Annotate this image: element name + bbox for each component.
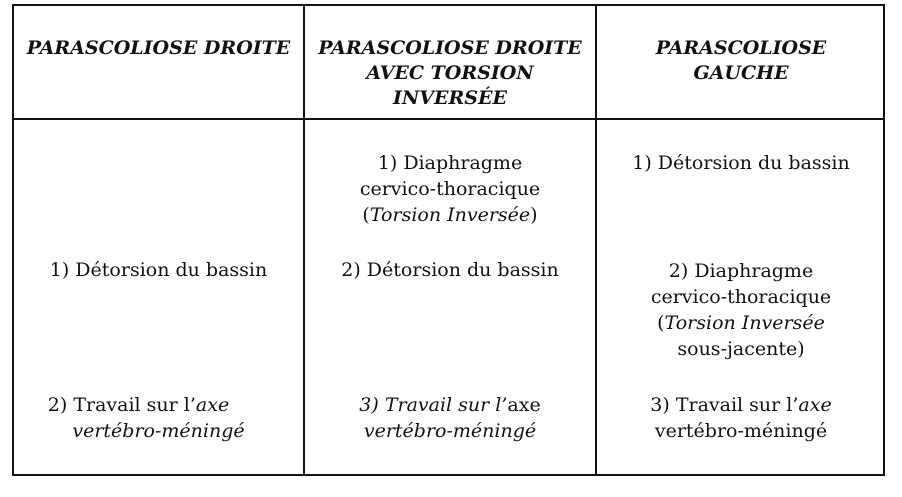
col3-step2-line-2: cervico-thoracique <box>650 286 832 308</box>
col3-step3-line-2: vertébro-méningé <box>654 420 828 442</box>
col2-step3-line-1: 3) Travail sur l’axe <box>359 394 541 416</box>
col2-step3-line-2: vertébro-méningé <box>363 420 537 442</box>
col1-step2-line-2: vertébro-méningé <box>72 420 245 442</box>
col2-step1 <box>305 150 595 228</box>
col3-step3 <box>597 392 885 444</box>
col3-step2-line-1: 2) Diaphragme <box>668 260 814 282</box>
header-3-line-2: GAUCHE <box>693 62 789 84</box>
header-2-line-2: AVEC TORSION <box>366 62 534 84</box>
col1-step1: 1) Détorsion du bassin <box>49 259 268 281</box>
header-divider <box>14 118 883 120</box>
col1-step2 <box>14 392 303 444</box>
col3-step2-line-3: (Torsion Inversée <box>657 312 825 334</box>
col2-step1-line-2: cervico-thoracique <box>359 178 541 200</box>
col3-step3-line-1: 3) Travail sur l’axe <box>650 394 832 416</box>
header-parascoliose-droite-torsion-inversee <box>305 36 595 111</box>
header-parascoliose-gauche <box>597 36 885 86</box>
protocol-table <box>12 4 885 476</box>
col1-step2-line-1: 2) Travail sur l’axe <box>47 394 230 416</box>
col2-step1-line-3: (Torsion Inversée) <box>362 204 538 226</box>
header-2-line-1: PARASCOLIOSE DROITE <box>318 37 582 59</box>
header-parascoliose-droite <box>14 36 303 61</box>
col2-step2: 2) Détorsion du bassin <box>341 259 559 281</box>
col3-step2-line-4: sous-jacente) <box>677 338 805 360</box>
header-1-line-1: PARASCOLIOSE DROITE <box>26 37 291 59</box>
col2-step3 <box>305 392 595 444</box>
col3-step1: 1) Détorsion du bassin <box>632 152 850 174</box>
col3-step2 <box>597 258 885 362</box>
header-2-line-3: INVERSÉE <box>393 87 507 109</box>
header-3-line-1: PARASCOLIOSE <box>655 37 827 59</box>
col2-step1-line-1: 1) Diaphragme <box>377 152 523 174</box>
